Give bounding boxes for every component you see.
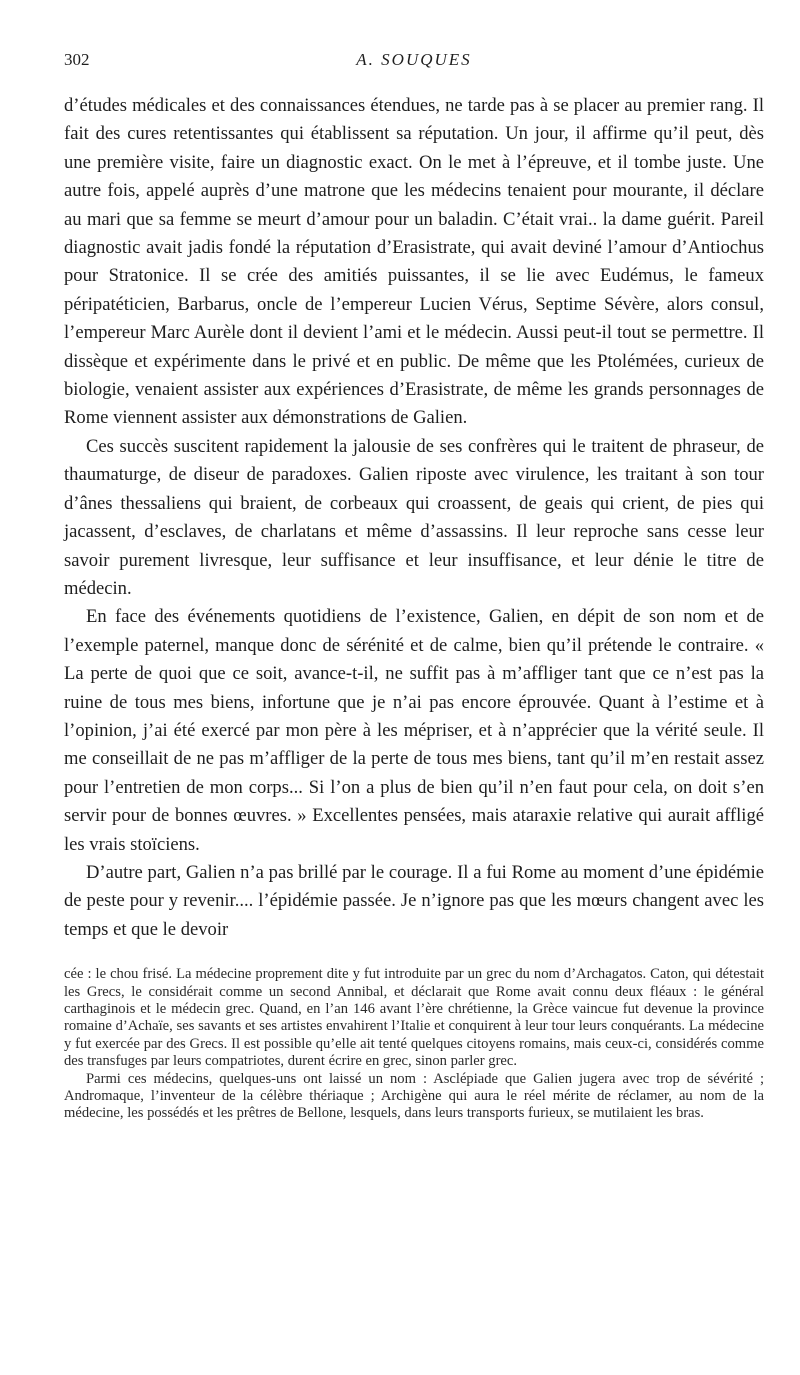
page-number: 302 <box>64 50 90 69</box>
paragraph: En face des événements quotidiens de l’existence, Galien, en dépit de son nom et de l’exemple paternel, manque donc de sérénité et de calme, bien qu’il prétende le contraire. « La perte de quoi que ce soit, avance-t-il, ne suffit pas à m’affliger tant que ce n’est pas la ruine de tous mes biens, infortune que je n’ai pas encore éprouvée. Quant à l’estime et à l’opinion, j’ai été exercé par mon père à les mépriser, et à n’apprécier que la vérité seule. Il me conseillait de ne pas m’affliger de la perte de tous mes biens, tant qu’il m’en restait assez pour l’entretien de mon corps... Si l’on a plus de bien qu’il n’en faut pour cela, on doit s’en servir pour de bonnes œuvres. » Excellentes pensées, mais ataraxie relative qui aurait affligé les vrais stoïciens. <box>64 606 764 855</box>
running-head: A. SOUQUES <box>356 50 472 69</box>
paragraph-continuation: d’études médicales et des connaissances étendues, ne tarde pas à se placer au premier rang. Il fait des cures retentissantes qui établissent sa réputation. Un jour, il affirme qu’il peut, dès une première visite, faire un diagnostic exact. On le met à l’épreuve, et il tombe juste. Une autre fois, appelé auprès d’une matrone que les médecins tenaient pour mourante, il déclare au mari que sa femme se meurt d’amour pour un baladin. C’était vrai.. la dame guérit. Pareil diagnostic avait jadis fondé la réputation d’Erasistrate, qui avait deviné l’amour d’Antiochus pour Stratonice. Il se crée des amitiés puissantes, il se lie avec Eudémus, le fameux péripatéticien, Barbarus, oncle de l’empereur Lucien Vérus, Septime Sévère, alors consul, l’empereur Marc Aurèle dont il devient l’ami et le médecin. Aussi peut-il tout se permettre. Il dissèque et expérimente dans le privé et en public. De même que les Ptolémées, curieux de biologie, venaient assister aux expériences d’Erasistrate, de même les grands personnages de Rome viennent assister aux démonstrations de Galien. <box>64 95 764 429</box>
footnote-continuation: cée : le chou frisé. La médecine proprement dite y fut introduite par un grec du nom d’Archagatos. Caton, qui détestait les Grecs, le considérait comme un second Annibal, et déclarait que Rome avait connu deux fléaux : le général carthaginois et le médecin grec. Quand, en l’an 146 avant l’ère chrétienne, la Grèce vaincue fut devenue la province romaine d’Achaïe, ses savants et ses artistes envahirent l’Italie et conquirent à leur tour leurs conquérants. La médecine y fut exercée par des Grecs. Il est possible qu’elle ait tenté quelques citoyens romains, mais ceux-ci, considérés comme des transfuges par leurs compatriotes, durent écrire en grec, sinon parler grec. <box>64 966 764 1070</box>
paragraph: D’autre part, Galien n’a pas brillé par le courage. Il a fui Rome au moment d’une épidémie de peste pour y revenir.... l’épidémie passée. Je n’ignore pas que les mœurs changent avec les temps et que le devoir <box>64 861 764 940</box>
page-header <box>64 50 764 80</box>
footnote-paragraph: Parmi ces médecins, quelques-uns ont laissé un nom : Asclépiade que Galien jugera avec trop de sévérité ; Andromaque, l’inventeur de la célèbre thériaque ; Archigène qui aura le réel mérite de réclamer, au nom de la médecine, les possédés et les prêtres de Bellone, lesquels, dans leurs transports furieux, se mutilaient les bras. <box>64 1070 764 1122</box>
footnotes <box>64 966 764 1123</box>
main-text <box>64 92 764 944</box>
paragraph: Ces succès suscitent rapidement la jalousie de ses confrères qui le traitent de phraseur, de thaumaturge, de diseur de paradoxes. Galien riposte avec virulence, les traitant à son tour d’ânes thessaliens qui braient, de corbeaux qui croassent, de geais qui crient, de pies qui jacassent, d’esclaves, de charlatans et même d’assassins. Il leur reproche sans cesse leur savoir purement livresque, leur suffisance et leur insuffisance, et leur dénie le titre de médecin. <box>64 435 764 599</box>
book-page <box>64 50 764 1123</box>
